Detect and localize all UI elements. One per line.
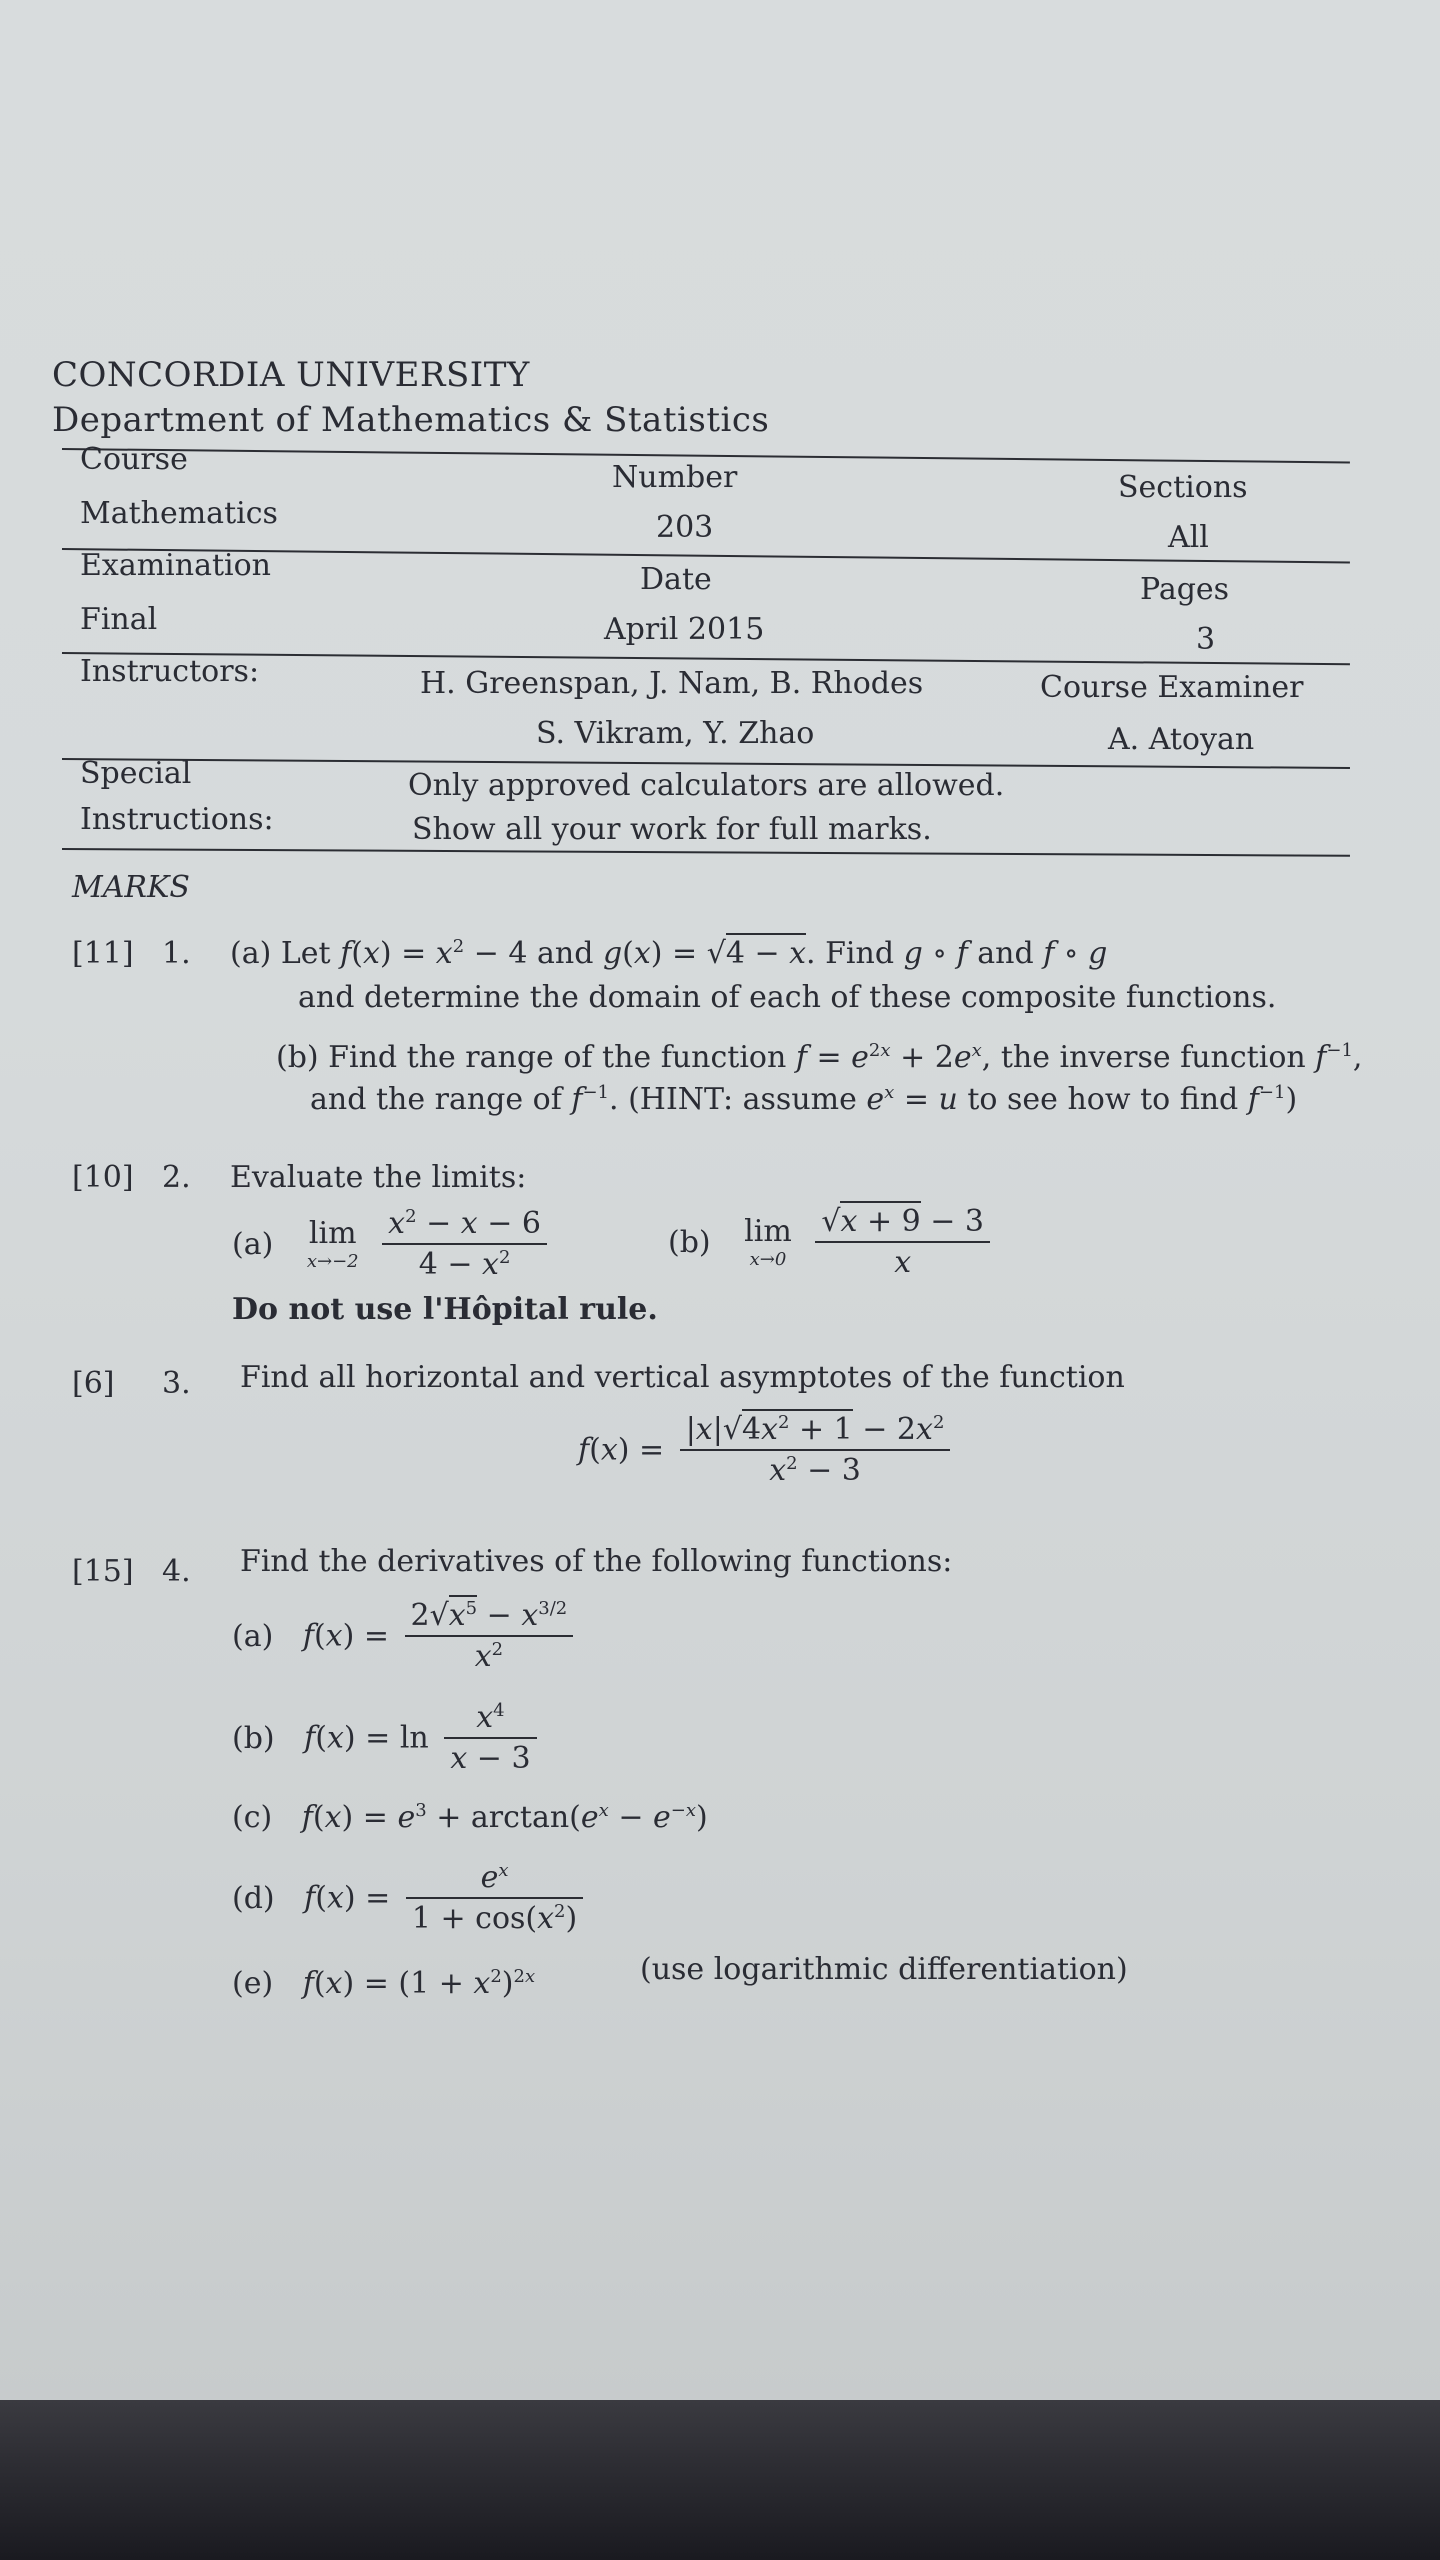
q3-number: 3.	[162, 1366, 191, 1401]
department-name: Department of Mathematics & Statistics	[52, 400, 770, 440]
q1a-tag: (a)	[230, 936, 272, 971]
examiner-value: A. Atoyan	[1108, 722, 1255, 757]
sections-value: All	[1168, 520, 1209, 555]
date-value: April 2015	[604, 612, 765, 647]
sections-label: Sections	[1118, 470, 1248, 505]
q4b-fraction: $\frac{x^4}{x - 3}$	[444, 1700, 536, 1776]
q2b-tag: (b)	[668, 1224, 711, 1260]
q2a-fraction: $\frac{x^2 - x - 6}{4 - x^2}$	[382, 1206, 547, 1282]
q2a-expression	[232, 1206, 553, 1282]
q4c-tag: (c)	[232, 1800, 273, 1835]
exam-value: Final	[80, 602, 158, 637]
course-label: Course	[80, 442, 188, 477]
q2-marks: [10]	[72, 1160, 134, 1195]
q4b-expression: (b) f(x) = ln $\frac{x^4}{x - 3}$	[232, 1700, 543, 1776]
q1-marks: [11]	[72, 936, 134, 971]
examiner-label: Course Examiner	[1040, 670, 1304, 705]
q4c-expression: (c) $f(x) = e^3 + \arctan(e^x - e^{-x})$	[232, 1800, 708, 1835]
number-label: Number	[612, 460, 738, 495]
q4b-tag: (b)	[232, 1720, 275, 1756]
q3-function: f(x) = $\frac{|x|√4x^2 + 1 - 2x^2}{x^2 - 3}$	[578, 1412, 956, 1488]
q2a-lim: lim x→−2	[306, 1216, 359, 1272]
table-rule-bottom	[62, 848, 1350, 857]
date-label: Date	[640, 562, 712, 597]
q4-prompt: Find the derivatives of the following functions:	[240, 1544, 953, 1579]
instructors-line1: H. Greenspan, J. Nam, B. Rhodes	[420, 666, 924, 701]
university-name: CONCORDIA UNIVERSITY	[52, 355, 530, 395]
q4d-expression: (d) f(x) = $\frac{e^x}{1 + \cos(x^2)}$	[232, 1860, 589, 1936]
q2a-tag: (a)	[232, 1226, 274, 1262]
course-value: Mathematics	[80, 496, 278, 531]
q2-number: 2.	[162, 1160, 191, 1195]
special-label-2: Instructions:	[80, 802, 274, 837]
q4a-expression: (a) f(x) = $\frac{2√x^5 - x^{3/2}}{x^2}$	[232, 1598, 579, 1674]
q4e-note: (use logarithmic differentiation)	[640, 1952, 1128, 1987]
special-line-1: Only approved calculators are allowed.	[408, 768, 1005, 803]
marks-heading: MARKS	[72, 870, 190, 905]
q1a-line1: (a) Let $f(x) = x^2 - 4$ and g(x) = √4 − x. Find g ∘ f and f ∘ g	[230, 936, 1107, 971]
q4d-fraction: $\frac{e^x}{1 + \cos(x^2)}$	[406, 1860, 583, 1936]
number-value: 203	[656, 510, 714, 545]
q1b-line2: and the range of $f^{-1}$. (HINT: assume $e^x = u$ to see how to find $f^{-1}$)	[310, 1082, 1298, 1117]
q4e-tag: (e)	[232, 1966, 274, 2001]
q2-prompt: Evaluate the limits:	[230, 1160, 527, 1195]
q2-note: Do not use l'Hôpital rule.	[232, 1292, 658, 1327]
q1-number: 1.	[162, 936, 191, 971]
q1b-tag: (b)	[276, 1040, 319, 1075]
q2b-expression	[668, 1204, 996, 1280]
q3-prompt: Find all horizontal and vertical asymptotes of the function	[240, 1360, 1125, 1395]
q4-marks: [15]	[72, 1554, 134, 1589]
q2b-lim: lim x→0	[744, 1214, 792, 1270]
q3-fraction: $\frac{|x|√4x^2 + 1 - 2x^2}{x^2 - 3}$	[680, 1412, 951, 1488]
q4a-tag: (a)	[232, 1618, 274, 1654]
q4e-expression: (e) $f(x) = (1 + x^2)^{2x}$	[232, 1966, 536, 2001]
special-label-1: Special	[80, 756, 192, 791]
pages-value: 3	[1196, 622, 1216, 657]
q1a-line2: and determine the domain of each of these composite functions.	[298, 980, 1277, 1015]
pages-label: Pages	[1140, 572, 1230, 607]
q4-number: 4.	[162, 1554, 191, 1589]
q4d-tag: (d)	[232, 1880, 275, 1916]
q3-marks: [6]	[72, 1366, 115, 1401]
instructors-line2: S. Vikram, Y. Zhao	[536, 716, 815, 751]
exam-label: Examination	[80, 548, 271, 583]
special-line-2: Show all your work for full marks.	[412, 812, 932, 847]
instructors-label: Instructors:	[80, 654, 260, 689]
desk-surface	[0, 2400, 1440, 2560]
q2b-fraction: $\frac{√x + 9 - 3}{x}$	[815, 1204, 990, 1280]
q1b-line1: (b) Find the range of the function $f = e^{2x} + 2e^x$, the inverse function $f^{-1}$,	[276, 1040, 1363, 1075]
q4a-fraction: $\frac{2√x^5 - x^{3/2}}{x^2}$	[405, 1598, 574, 1674]
